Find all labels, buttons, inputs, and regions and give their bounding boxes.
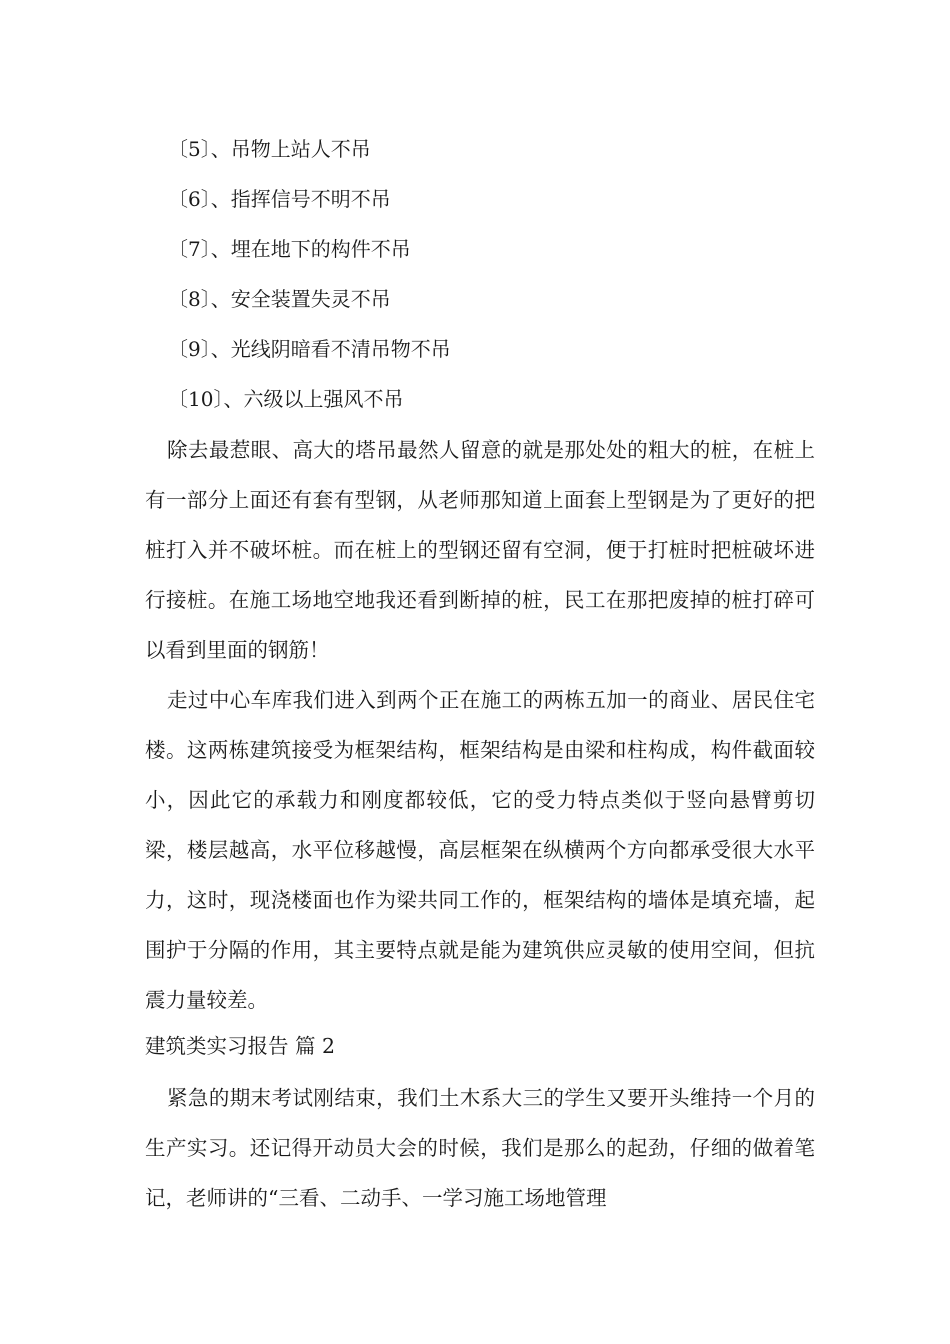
list-item: 〔8〕、安全装置失灵不吊 [168,287,391,311]
paragraph-piles: 除去最惹眼、高大的塔吊最然人留意的就是那处处的粗大的桩，在桩上有一部分上面还有套有型钢，从老师那知道上面套上型钢是为了更好的把桩打入并不破坏桩。而在桩上的型钢还留有空洞，便于打桩时把桩破坏进行接桩。在施工场地空地我还看到断掉的桩，民工在那把废掉的桩打碎可以看到里面的钢筋！ [145,438,815,662]
crane-rules-list [168,128,451,428]
list-item: 〔9〕、光线阴暗看不清吊物不吊 [168,337,451,361]
list-item: 〔6〕、指挥信号不明不吊 [168,187,391,211]
paragraph-frame-structure: 走过中心车库我们进入到两个正在施工的两栋五加一的商业、居民住宅楼。这两栋建筑接受为框架结构，框架结构是由梁和柱构成，构件截面较小，因此它的承载力和刚度都较低，它的受力特点类似于竖向悬臂剪切梁，楼层越高，水平位移越慢，高层框架在纵横两个方向都承受很大水平力，这时，现浇楼面也作为梁共同工作的，框架结构的墙体是填充墙，起围护于分隔的作用，其主要特点就是能为建筑供应灵敏的使用空间，但抗震力量较差。 [145,688,815,1012]
list-item: 〔5〕、吊物上站人不吊 [168,137,371,161]
list-item: 〔7〕、埋在地下的构件不吊 [168,237,411,261]
paragraph-internship-intro: 紧急的期末考试刚结束，我们土木系大三的学生又要开头维持一个月的生产实习。还记得开动员大会的时候，我们是那么的起劲，仔细的做着笔记，老师讲的“三看、二动手、一学习施工场地管理 [145,1086,815,1210]
section-heading: 建筑类实习报告 篇 2 [145,1034,336,1058]
list-item: 〔10〕、六级以上强风不吊 [168,387,404,411]
